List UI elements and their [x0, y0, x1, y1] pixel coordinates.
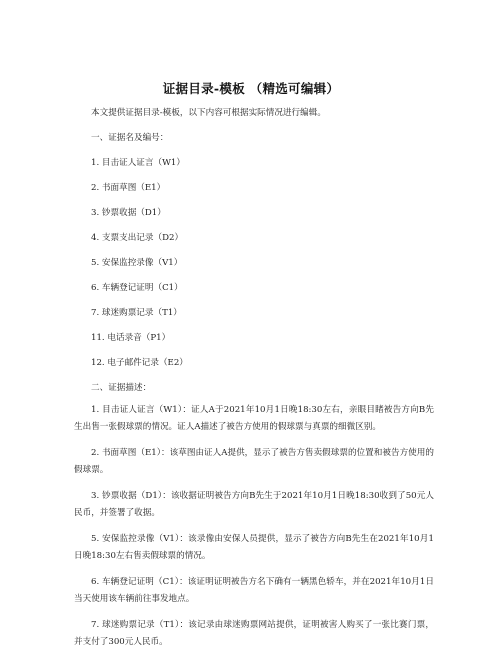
evidence-list-item: 11. 电话录音（P1）	[91, 333, 171, 343]
document-title: 证据目录-模板 （精选可编辑）	[162, 81, 340, 96]
evidence-description: 6. 车辆登记证明（C1）：该证明证明被告方名下确有一辆黑色轿车，并在2021年10月1日当天使用该车辆前往事发地点。	[74, 577, 434, 604]
evidence-list-item: 5. 安保监控录像（V1）	[91, 258, 183, 268]
section-heading-descriptions: 二、证据描述：	[91, 383, 152, 393]
evidence-list-item: 6. 车辆登记证明（C1）	[91, 283, 183, 293]
section-heading-evidence-list: 一、证据名及编号：	[91, 133, 169, 143]
evidence-description: 1. 目击证人证言（W1）：证人A于2021年10月1日晚18:30左右，亲眼目睹被告方向B先生出售一张假球票的情况。证人A描述了被告方使用的假球票与真票的细微区别。	[74, 405, 434, 432]
evidence-description: 3. 钞票收据（D1）：该收据证明被告方向B先生于2021年10月1日晚18:30收到了50元人民币，并签署了收据。	[74, 491, 434, 518]
evidence-description: 2. 书面草图（E1）：该草图由证人A提供，显示了被告方售卖假球票的位置和被告方使用的假球票。	[74, 448, 434, 475]
evidence-list-item: 1. 目击证人证言（W1）	[91, 158, 185, 168]
evidence-list-item: 12. 电子邮件记录（E2）	[91, 358, 188, 368]
evidence-list-item: 4. 支票支出记录（D2）	[91, 233, 184, 243]
evidence-description: 5. 安保监控录像（V1）：该录像由安保人员提供，显示了被告方向B先生在2021年10月1日晚18:30左右售卖假球票的情况。	[74, 534, 434, 561]
evidence-description: 7. 球迷购票记录（T1）：该记录由球迷购票网站提供，证明被害人购买了一张比赛门票，并支付了300元人民币。	[74, 620, 434, 647]
evidence-list-item: 2. 书面草图（E1）	[91, 183, 166, 193]
evidence-list-item: 3. 钞票收据（D1）	[91, 208, 166, 218]
intro-text: 本文提供证据目录-模板，以下内容可根据实际情况进行编辑。	[91, 108, 326, 118]
evidence-list-item: 7. 球迷购票记录（T1）	[91, 308, 182, 318]
